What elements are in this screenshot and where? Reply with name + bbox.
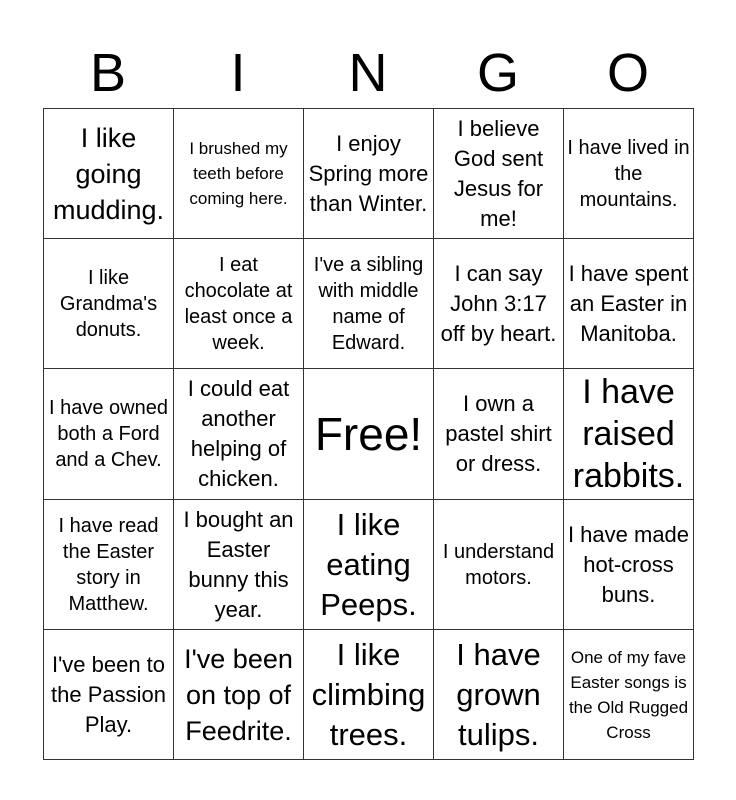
bingo-cell[interactable]: I've been on top of Feedrite.	[174, 630, 304, 760]
bingo-cell[interactable]: I enjoy Spring more than Winter.	[304, 109, 434, 239]
bingo-cell[interactable]: One of my fave Easter songs is the Old Rugged Cross	[564, 630, 694, 760]
bingo-cell[interactable]: I've been to the Passion Play.	[44, 630, 174, 760]
bingo-cell[interactable]: I've a sibling with middle name of Edward.	[304, 239, 434, 369]
bingo-cell[interactable]: I have owned both a Ford and a Chev.	[44, 369, 174, 500]
bingo-cell[interactable]: I can say John 3:17 off by heart.	[434, 239, 564, 369]
header-letter-b: B	[89, 43, 127, 103]
bingo-cell[interactable]: I believe God sent Jesus for me!	[434, 109, 564, 239]
header-letter-g: G	[476, 43, 519, 103]
bingo-cell[interactable]: I have raised rabbits.	[564, 369, 694, 500]
bingo-cell[interactable]: I like eating Peeps.	[304, 500, 434, 630]
free-space-cell[interactable]: Free!	[304, 369, 434, 500]
bingo-row	[44, 369, 694, 500]
bingo-cell[interactable]: I have read the Easter story in Matthew.	[44, 500, 174, 630]
header-letter-i: I	[230, 43, 246, 103]
bingo-row	[44, 109, 694, 239]
bingo-row	[44, 239, 694, 369]
header-letter-n: N	[348, 43, 388, 103]
bingo-cell[interactable]: I have spent an Easter in Manitoba.	[564, 239, 694, 369]
bingo-card-grid	[43, 108, 694, 760]
bingo-cell[interactable]: I have grown tulips.	[434, 630, 564, 760]
bingo-cell[interactable]: I like going mudding.	[44, 109, 174, 239]
bingo-cell[interactable]: I own a pastel shirt or dress.	[434, 369, 564, 500]
header-letter-o: O	[606, 43, 649, 103]
bingo-cell[interactable]: I could eat another helping of chicken.	[174, 369, 304, 500]
bingo-header	[43, 38, 693, 108]
bingo-cell[interactable]: I understand motors.	[434, 500, 564, 630]
bingo-cell[interactable]: I like Grandma's donuts.	[44, 239, 174, 369]
bingo-cell[interactable]: I like climbing trees.	[304, 630, 434, 760]
bingo-cell[interactable]: I have made hot-cross buns.	[564, 500, 694, 630]
bingo-cell[interactable]: I bought an Easter bunny this year.	[174, 500, 304, 630]
bingo-cell[interactable]: I brushed my teeth before coming here.	[174, 109, 304, 239]
bingo-row	[44, 500, 694, 630]
bingo-cell[interactable]: I have lived in the mountains.	[564, 109, 694, 239]
bingo-row	[44, 630, 694, 760]
bingo-cell[interactable]: I eat chocolate at least once a week.	[174, 239, 304, 369]
